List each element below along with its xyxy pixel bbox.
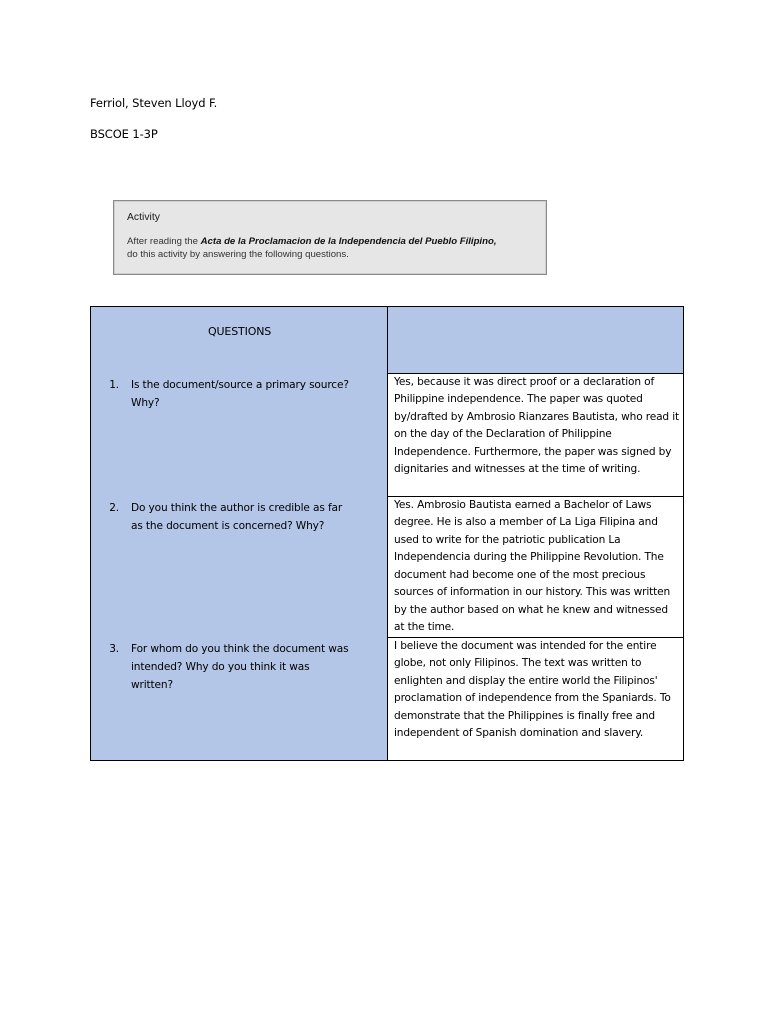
questions-header-cell [91, 307, 388, 374]
activity-title: Activity [127, 212, 160, 223]
answer-cell: I believe the document was intended for the entire globe, not only Filipinos. The text was written to enlighten and display the entire world the Filipinos' proclamation of independence from the Spaniards. To demonstrate that the Philippines is finally free and independent of Spanish domination and slavery. [388, 637, 684, 760]
table-row [91, 373, 684, 496]
student-section: BSCOE 1-3P [90, 127, 158, 141]
question-cell [91, 373, 388, 496]
answers-header-cell [388, 307, 684, 374]
student-name: Ferriol, Steven Lloyd F. [90, 96, 218, 110]
question-text: Is the document/source a primary source? Why? [131, 379, 349, 409]
activity-document-title: Acta de la Proclamacion de la Independencia del Pueblo Filipino, [200, 236, 497, 247]
question-text: For whom do you think the document was intended? Why do you think it was written? [131, 643, 349, 691]
table-row [91, 637, 684, 760]
question-text: Do you think the author is credible as far as the document is concerned? Why? [131, 502, 343, 532]
questions-header: QUESTIONS [208, 325, 272, 338]
activity-box [113, 200, 547, 275]
activity-text-after: do this activity by answering the following questions. [127, 248, 349, 260]
question-number: 2. [109, 502, 119, 514]
table-header-row [91, 307, 684, 374]
answer-cell: Yes, because it was direct proof or a declaration of Philippine independence. The paper was quoted by/drafted by Ambrosio Rianzares Bautista, who read it on the day of the Declaration of Philippine Independence. Furthermore, the paper was signed by dignitaries and witnesses at the time of writing. [388, 373, 684, 496]
activity-instructions [127, 236, 537, 261]
question-cell [91, 637, 388, 760]
questions-table [90, 306, 684, 761]
table-row [91, 496, 684, 637]
answer-cell: Yes. Ambrosio Bautista earned a Bachelor of Laws degree. He is also a member of La Liga Filipina and used to write for the patriotic publication La Independencia during the Philippine Revolution. The document had become one of the most precious sources of information in our history. This was written by the author based on what he knew and witnessed at the time. [388, 496, 684, 637]
question-cell [91, 496, 388, 637]
question-number: 3. [109, 643, 119, 655]
question-number: 1. [109, 379, 119, 391]
activity-text-before: After reading the [127, 236, 201, 247]
